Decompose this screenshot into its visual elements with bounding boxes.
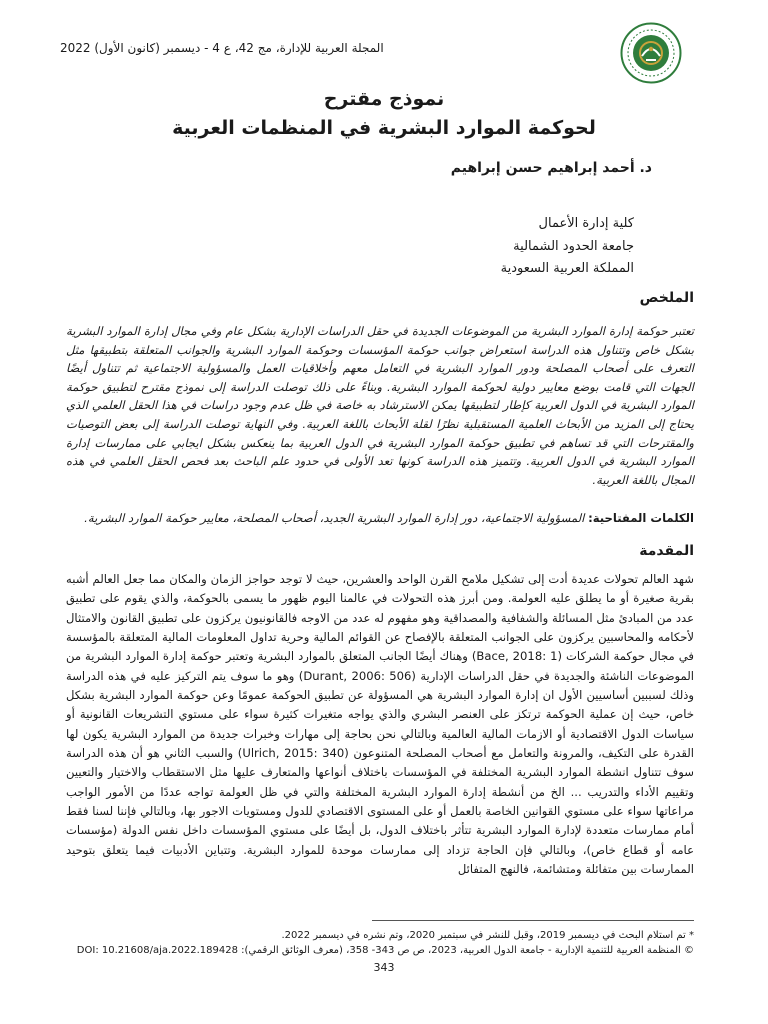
paper-title-line2: لحوكمة الموارد البشرية في المنظمات العربية xyxy=(172,117,596,139)
abstract-heading: الملخص xyxy=(639,290,694,306)
page-number: 343 xyxy=(373,961,395,974)
copyright-text: © المنظمة العربية للتنمية الإدارية - جامعة الدول العربية، 2023، ص ص 343- 358، (معرف الوثائق الرقمي): xyxy=(241,945,694,956)
running-head-text: المجلة العربية للإدارة، مج 42، ع 4 - ديسمبر (كانون الأول) 2022 xyxy=(60,41,384,55)
doi-link[interactable]: DOI: 10.21608/aja.2022.189428 xyxy=(76,945,238,956)
paper-title-line1: نموذج مقترح xyxy=(323,88,445,110)
running-head xyxy=(60,40,620,56)
author-name: د. أحمد إبراهيم حسن إبراهيم xyxy=(450,160,652,176)
affiliation-university: جامعة الحدود الشمالية xyxy=(513,239,634,254)
footnote-divider xyxy=(372,920,694,921)
affiliation-country: المملكة العربية السعودية xyxy=(500,261,634,276)
affiliation-college: كلية إدارة الأعمال xyxy=(538,216,634,231)
abstract-text: تعتبر حوكمة إدارة الموارد البشرية من الموضوعات الجديدة في حقل الدراسات الإدارية بشكل عام وفي مجال إدارة الموارد البشرية بشكل خاص وتتناول هذه الدراسة استعراض جوانب حوكمة المؤسسات وحوكمة الموارد البشرية والجوانب المتعلقة بتطبيقها مثل التعرف على أصحاب المصلحة ودور الموارد البشرية في التعامل معهم وأخلاقيات العمل والمسؤولية الاجتماعية ثم تتناول أيضًا الجهات التي قامت بوضع معايير دولية لحوكمة الموارد البشرية. وبناءً على ذلك توصلت الدراسة إلى نموذج مقترح لتطبيق حوكمة الموارد البشرية في الدول العربية كإطار لتطبيقها يمكن الاسترشاد به خاصة في ظل عدم وجود دراسات في هذا الحقل العلمي الذي يحتاج إلى المزيد من الأبحاث العلمية المستقبلية نظرًا لقلة الأبحاث باللغة العربية. وفي النهاية توصلت الدراسة إلى بعض التوصيات والمقترحات التي قد تساهم في تطبيق حوكمة الموارد البشرية في الدول العربية بما ينعكس بشكل ايجابي على ممارسات إدارة الموارد البشرية في الدول العربية. وتتميز هذه الدراسة كونها تعد الأولى في حدود علم الباحث بعد فحص الحقل العلمي في هذه المجال باللغة العربية. xyxy=(66,324,694,487)
footnote-received: * تم استلام البحث في ديسمبر 2019، وقبل للنشر في سبتمبر 2020، وتم نشره في ديسمبر 2022. xyxy=(281,930,694,941)
introduction-heading: المقدمة xyxy=(639,543,694,559)
keywords xyxy=(66,509,694,528)
introduction-text: شهد العالم تحولات عديدة أدت إلى تشكيل ملامح القرن الواحد والعشرين، حيث لا توجد حواجز الزمان والمكان مما جعل العالم أشبه بقرية صغيرة أو ما يطلق عليه العولمة. ومن أبرز هذه التحولات في عالمنا اليوم ظهور ما يسمى بالحوكمة، والذي يقوم على تطبيق عدد من المبادئ مثل المسائلة والشفافية والمصداقية وهو مفهوم له عدد من الاوجه فالقانونيون يركزون على تطبيق القانون والامتثال لأحكامه والمحاسبين يركزون على الجوانب المتعلقة بالإفصاح عن القوائم المالية وحرية تداول المعلومات المالية المتعلقة بالمؤسسة في مجال حوكمة الشركات (Bace, 2018: 1) وهناك أيضًا الجانب المتعلق بالموارد البشرية وتعتبر حوكمة إدارة الموارد البشرية من الموضوعات الناشئة والجديدة في حقل الدراسات الإدارية (Durant, 2006: 506) وهو ما سوف يتم التركيز عليه في هذه الدراسة وذلك لسببين أساسيين الأول ان إدارة الموارد البشرية هي المسؤولة عن تطبيق الحوكمة عمومًا وعن حوكمة الموارد البشرية بشكل خاص، حيث إن عملية الحوكمة ترتكز على العنصر البشري والذي يواجه متغيرات كثيرة سواء على مستوي التشريعات القانونية أو سياسات الدول الاقتصادية أو الازمات المالية العالمية وبالتالي نحن بحاجة إلى مهارات وخبرات جديدة من الموارد البشرية يكون لها القدرة على التكيف، والمرونة والتعامل مع أصحاب المصلحة المتنوعون (Ulrich, 2015: 340) والسبب الثاني هو أن هذه الدراسة سوف تتناول انشطة الموارد البشرية المختلفة في المؤسسات باختلاف أنواعها والمتعارف عليها مثل الاستقطاب والاختيار والتعيين وتقييم الأداء والتدريب ... الخ من أنشطة إدارة الموارد البشرية المختلفة والتي في ظل العولمة تواجه عددًا من الأمور الواجب مراعاتها سواء على مستوي القوانين الخاصة بالعمل أو على المستوى الاقتصادي للدول ومستويات الاجور بها، وبالتالي فإننا لسنا فقط أمام ممارسات متعددة لإدارة الموارد البشرية تتأثر باختلاف الدول، بل أيضًا على مستوي المؤسسات داخل نفس الدولة (مؤسسات عامه أو قطاع خاص)، وبالتالي فإن الحاجة تزداد إلى ممارسات موحدة للموارد البشرية. وتتباين الأدبيات فيما يتعلق بتوحيد الممارسات بين متفائلة ومتشائمة، فالنهج المتفائل xyxy=(66,572,695,877)
keywords-text: المسؤولية الاجتماعية، دور إدارة الموارد البشرية الجديد، أصحاب المصلحة، معايير حوكمة الموارد البشرية. xyxy=(84,511,585,525)
arab-org-admin-development-logo xyxy=(620,22,682,84)
keywords-label: الكلمات المفتاحية: xyxy=(588,511,694,525)
footnote-copyright xyxy=(66,944,694,958)
